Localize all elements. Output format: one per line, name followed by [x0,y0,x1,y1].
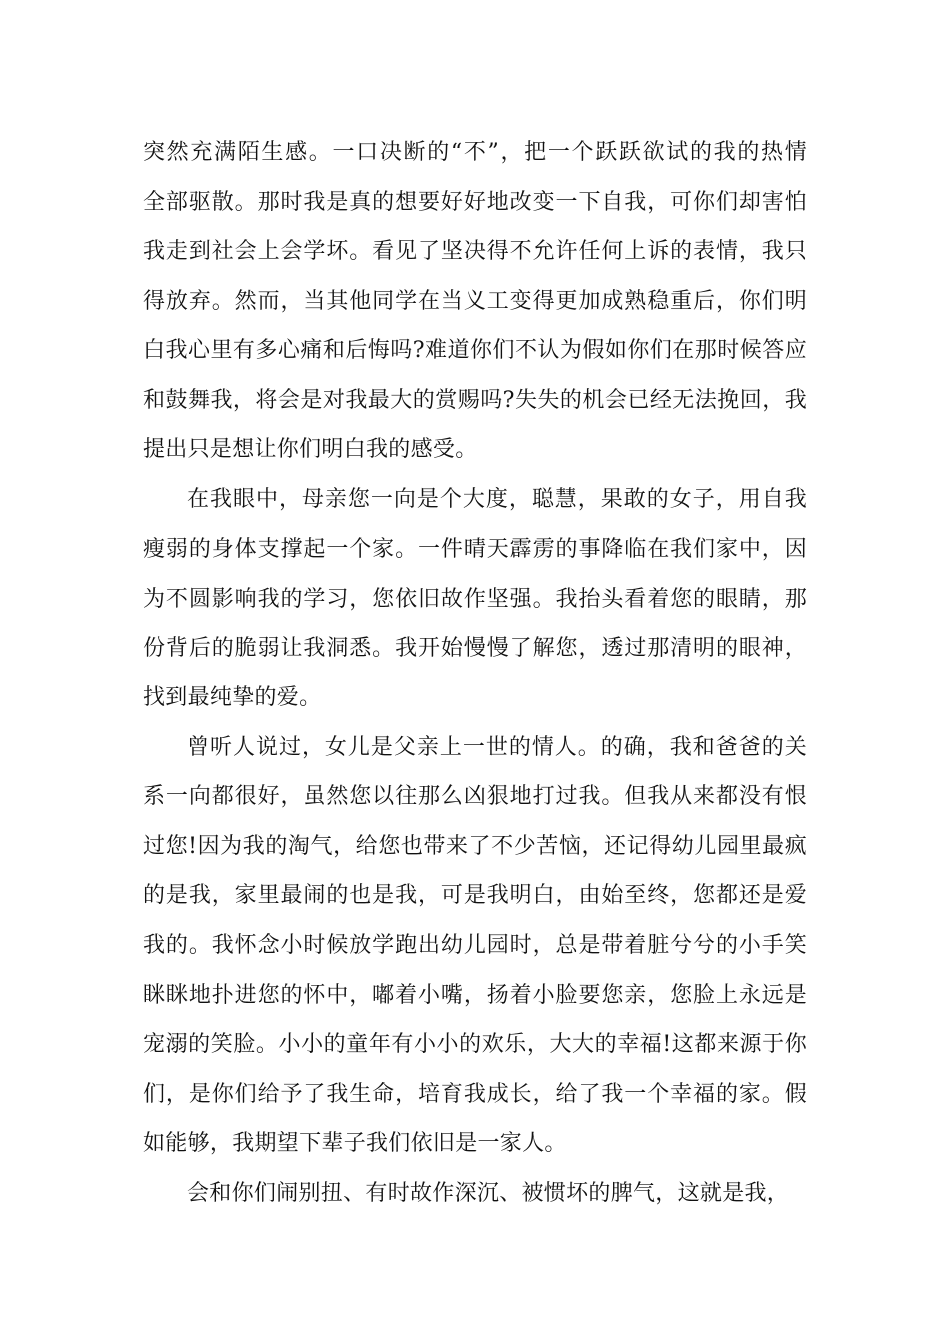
paragraph-1-line-6: 和鼓舞我，将会是对我最大的赏赐吗?失失的机会已经无法挽回，我 [143,388,807,413]
paragraph-1-line-5: 白我心里有多心痛和后悔吗?难道你们不认为假如你们在那时候答应 [143,338,807,363]
paragraph-3-line-7: 宠溺的笑脸。小小的童年有小小的欢乐，大大的幸福!这都来源于你 [143,1032,807,1057]
paragraph-3-line-8: 们，是你们给予了我生命，培育我成长，给了我一个幸福的家。假 [143,1082,807,1107]
paragraph-3-line-3: 过您!因为我的淘气，给您也带来了不少苦恼，还记得幼儿园里最疯 [143,834,807,859]
paragraph-2-line-1: 在我眼中，母亲您一向是个大度，聪慧，果敢的女子，用自我 [187,487,807,512]
paragraph-3-line-9: 如能够，我期望下辈子我们依旧是一家人。 [143,1131,567,1156]
paragraph-3-line-5: 我的。我怀念小时候放学跑出幼儿园时，总是带着脏兮兮的小手笑 [143,933,807,958]
paragraph-1-line-2: 全部驱散。那时我是真的想要好好地改变一下自我，可你们却害怕 [143,190,807,215]
paragraph-3-line-1: 曾听人说过，女儿是父亲上一世的情人。的确，我和爸爸的关 [187,735,807,760]
paragraph-3-line-6: 眯眯地扑进您的怀中，嘟着小嘴，扬着小脸要您亲，您脸上永远是 [143,983,807,1008]
paragraph-3-line-4: 的是我，家里最闹的也是我，可是我明白，由始至终，您都还是爱 [143,883,807,908]
paragraph-1-line-3: 我走到社会上会学坏。看见了坚决得不允许任何上诉的表情，我只 [143,239,807,264]
paragraph-3-line-2: 系一向都很好，虽然您以往那么凶狠地打过我。但我从来都没有恨 [143,784,807,809]
paragraph-2-line-4: 份背后的脆弱让我洞悉。我开始慢慢了解您，透过那清明的眼神， [143,636,807,661]
paragraph-1-line-1: 突然充满陌生感。一口决断的“不”，把一个跃跃欲试的我的热情 [143,140,807,165]
paragraph-1-line-7: 提出只是想让你们明白我的感受。 [143,437,478,462]
paragraph-2-line-3: 为不圆影响我的学习，您依旧故作坚强。我抬头看着您的眼睛，那 [143,587,807,612]
paragraph-1-line-4: 得放弃。然而，当其他同学在当义工变得更加成熟稳重后，你们明 [143,289,807,314]
paragraph-2-line-5: 找到最纯挚的爱。 [143,685,322,710]
paragraph-2-line-2: 瘦弱的身体支撑起一个家。一件晴天霹雳的事降临在我们家中，因 [143,537,807,562]
paragraph-4-line-1: 会和你们闹别扭、有时故作深沉、被惯坏的脾气，这就是我， [187,1181,790,1206]
